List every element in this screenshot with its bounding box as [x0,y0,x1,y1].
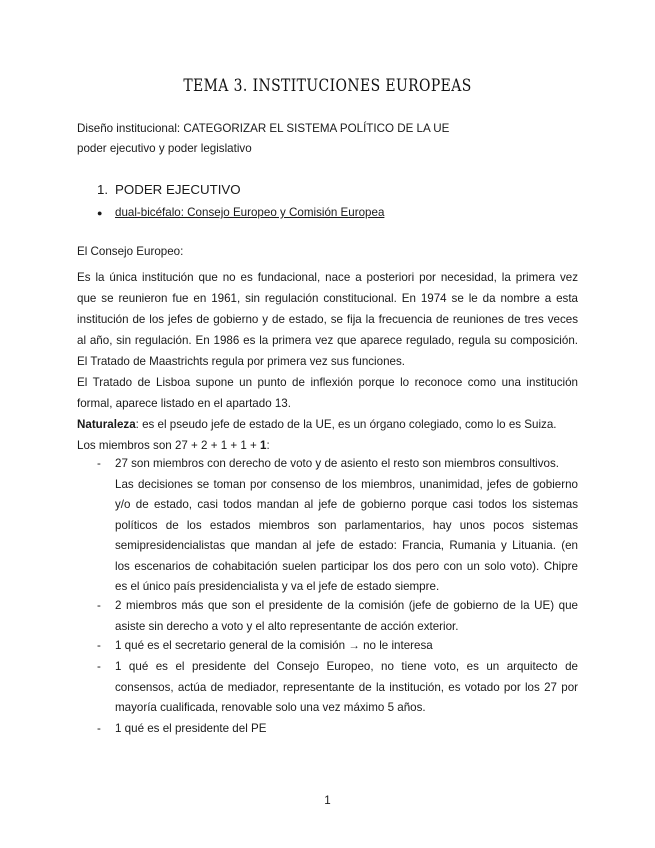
nature-text: : es el pseudo jefe de estado de la UE, es un órgano colegiado, como lo es Suiza. [135,418,557,431]
list-item [97,596,578,637]
intro-line-1: Diseño institucional: CATEGORIZAR EL SISTEMA POLÍTICO DE LA UE [77,122,450,135]
list-item-line: es el único país presidencialista y va el jefe de estado siempre. [115,580,440,593]
list-item-line: asiste sin derecho a voto y el alto representante de acción exterior. [115,619,459,633]
paragraph-lisboa [77,372,578,414]
list-item [97,719,578,740]
list-item [97,657,578,719]
bullet-text: dual-bicéfalo: Consejo Europeo y Comisión Europea [115,206,385,219]
paragraph-line: que se reunieron fue en 1961, sin regulación constitucional. En 1974 se le da nombre a esta [77,292,578,305]
subheading-consejo: El Consejo Europeo: [77,245,184,258]
section-title: PODER EJECUTIVO [115,182,241,197]
dash-marker: - [97,599,101,612]
list-item-line: mayoría cualificada, renovable solo una vez máximo 5 años. [115,701,426,714]
dash-marker: - [97,639,101,652]
list-item-line: 27 son miembros con derecho de voto y de asiento el resto son miembros consultivos. [115,457,560,470]
members-suffix: : [266,439,270,452]
list-item-line: los escenarios de cohabitación suelen participar los dos pero con un solo voto). Chipre [115,559,578,573]
list-item-line: consensos, actúa de mediador, representante de la institución, es votado por los 27 por [115,680,578,694]
dash-marker: - [97,457,101,470]
section-heading [97,181,241,199]
paragraph-nature [77,414,578,435]
list-item-line: y/o de estado, casi todos mandan al jefe de gobierno porque casi todos los sistemas [115,498,578,511]
paragraph-line: El Tratado de Maastrichts regula por primera vez sus funciones. [77,355,405,368]
paragraph-line: institución de los jefes de gobierno y de estado, se fija la frecuencia de reuniones de tres veces [77,313,578,326]
members-prefix: Los miembros son 27 + 2 + 1 + 1 + [77,439,261,452]
list-item-line: 1 qué es el presidente del PE [115,722,267,735]
bullet-icon: ● [97,208,103,218]
section-number: 1. [97,182,109,197]
paragraph-line: formal, aparece listado en el apartado 13. [77,397,291,410]
paragraph-history [77,267,578,372]
list-item [97,636,578,657]
dash-marker: - [97,660,101,673]
members-bold: 1 [260,439,267,452]
nature-label: Naturaleza [77,418,136,431]
list-item-line: políticos de los estados miembros son parlamentarios, hay unos pocos sistemas [115,518,578,532]
section-bullet [97,205,384,221]
document-title: TEMA 3. INSTITUCIONES EUROPEAS [183,76,472,96]
list-item-line: 1 qué es el presidente del Consejo Europeo, no tiene voto, es un arquitecto de [115,660,578,673]
paragraph-line: al año, sin regulación. En 1986 es la primera vez que aparece regulado, regula su composición. [77,334,578,347]
paragraph-members [77,435,578,456]
intro-line-2: poder ejecutivo y poder legislativo [77,142,252,155]
paragraph-line: El Tratado de Lisboa supone un punto de inflexión porque lo reconoce como una institución [77,376,578,389]
list-item-line: 2 miembros más que son el presidente de la comisión (jefe de gobierno de la UE) que [115,599,578,612]
list-item-line: Las decisiones se toman por consenso de los miembros, unanimidad, jefes de gobierno [115,477,578,491]
list-item-line: 1 qué es el secretario general de la comisión → no le interesa [115,639,433,652]
list-item-line: semipresidencialistas que mandan al jefe de estado: Francia, Rumania y Lituania. (en [115,539,578,552]
list-item [97,454,578,598]
paragraph-line: Es la única institución que no es fundacional, nace a posteriori por necesidad, la primera vez [77,271,578,284]
page-number: 1 [324,794,331,807]
dash-marker: - [97,722,101,735]
